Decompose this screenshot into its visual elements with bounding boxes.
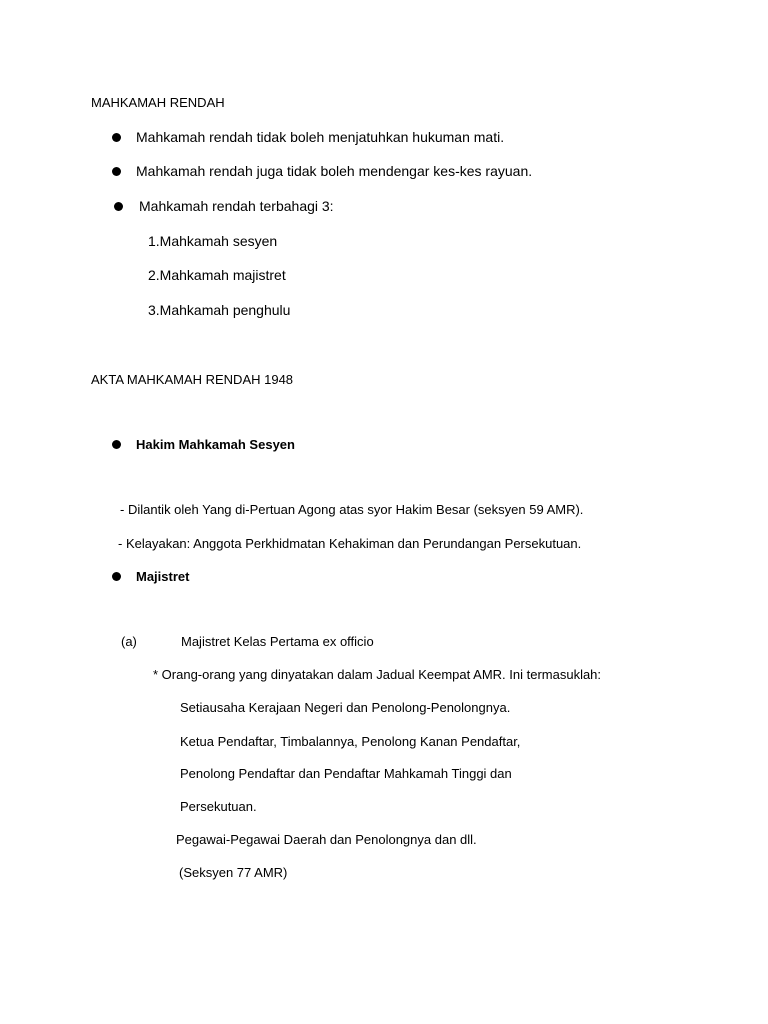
bullet-icon (112, 440, 121, 449)
bullet-icon (112, 167, 121, 176)
text-line: - Kelayakan: Anggota Perkhidmatan Kehakiman dan Perundangan Persekutuan. (118, 536, 582, 551)
text-line: Penolong Pendaftar dan Pendaftar Mahkamah Tinggi dan (180, 766, 512, 781)
list-item: Mahkamah rendah terbahagi 3: (139, 198, 334, 214)
note-text: * Orang-orang yang dinyatakan dalam Jadual Keempat AMR. Ini termasuklah: (153, 667, 602, 682)
subsection-heading: Majistret (136, 569, 190, 584)
reference-text: (Seksyen 77 AMR) (179, 865, 288, 880)
subsection-heading: Hakim Mahkamah Sesyen (136, 437, 295, 452)
list-item: Mahkamah rendah juga tidak boleh mendengar kes-kes rayuan. (136, 163, 533, 179)
text-line: Persekutuan. (180, 799, 257, 814)
item-title: Majistret Kelas Pertama ex officio (181, 634, 374, 649)
list-item: Mahkamah rendah tidak boleh menjatuhkan hukuman mati. (136, 129, 505, 145)
sub-list-item: 3.Mahkamah penghulu (148, 302, 291, 318)
sub-list-item: 2.Mahkamah majistret (148, 267, 286, 283)
section-title: AKTA MAHKAMAH RENDAH 1948 (91, 372, 294, 387)
bullet-icon (114, 202, 123, 211)
bullet-icon (112, 572, 121, 581)
text-line: - Dilantik oleh Yang di-Pertuan Agong atas syor Hakim Besar (seksyen 59 AMR). (120, 502, 584, 517)
item-label: (a) (121, 634, 137, 649)
text-line: Ketua Pendaftar, Timbalannya, Penolong Kanan Pendaftar, (180, 734, 521, 749)
bullet-icon (112, 133, 121, 142)
text-line: Pegawai-Pegawai Daerah dan Penolongnya dan dll. (176, 832, 477, 847)
sub-list-item: 1.Mahkamah sesyen (148, 233, 278, 249)
text-line: Setiausaha Kerajaan Negeri dan Penolong-Penolongnya. (180, 700, 511, 715)
section-title: MAHKAMAH RENDAH (91, 95, 225, 110)
